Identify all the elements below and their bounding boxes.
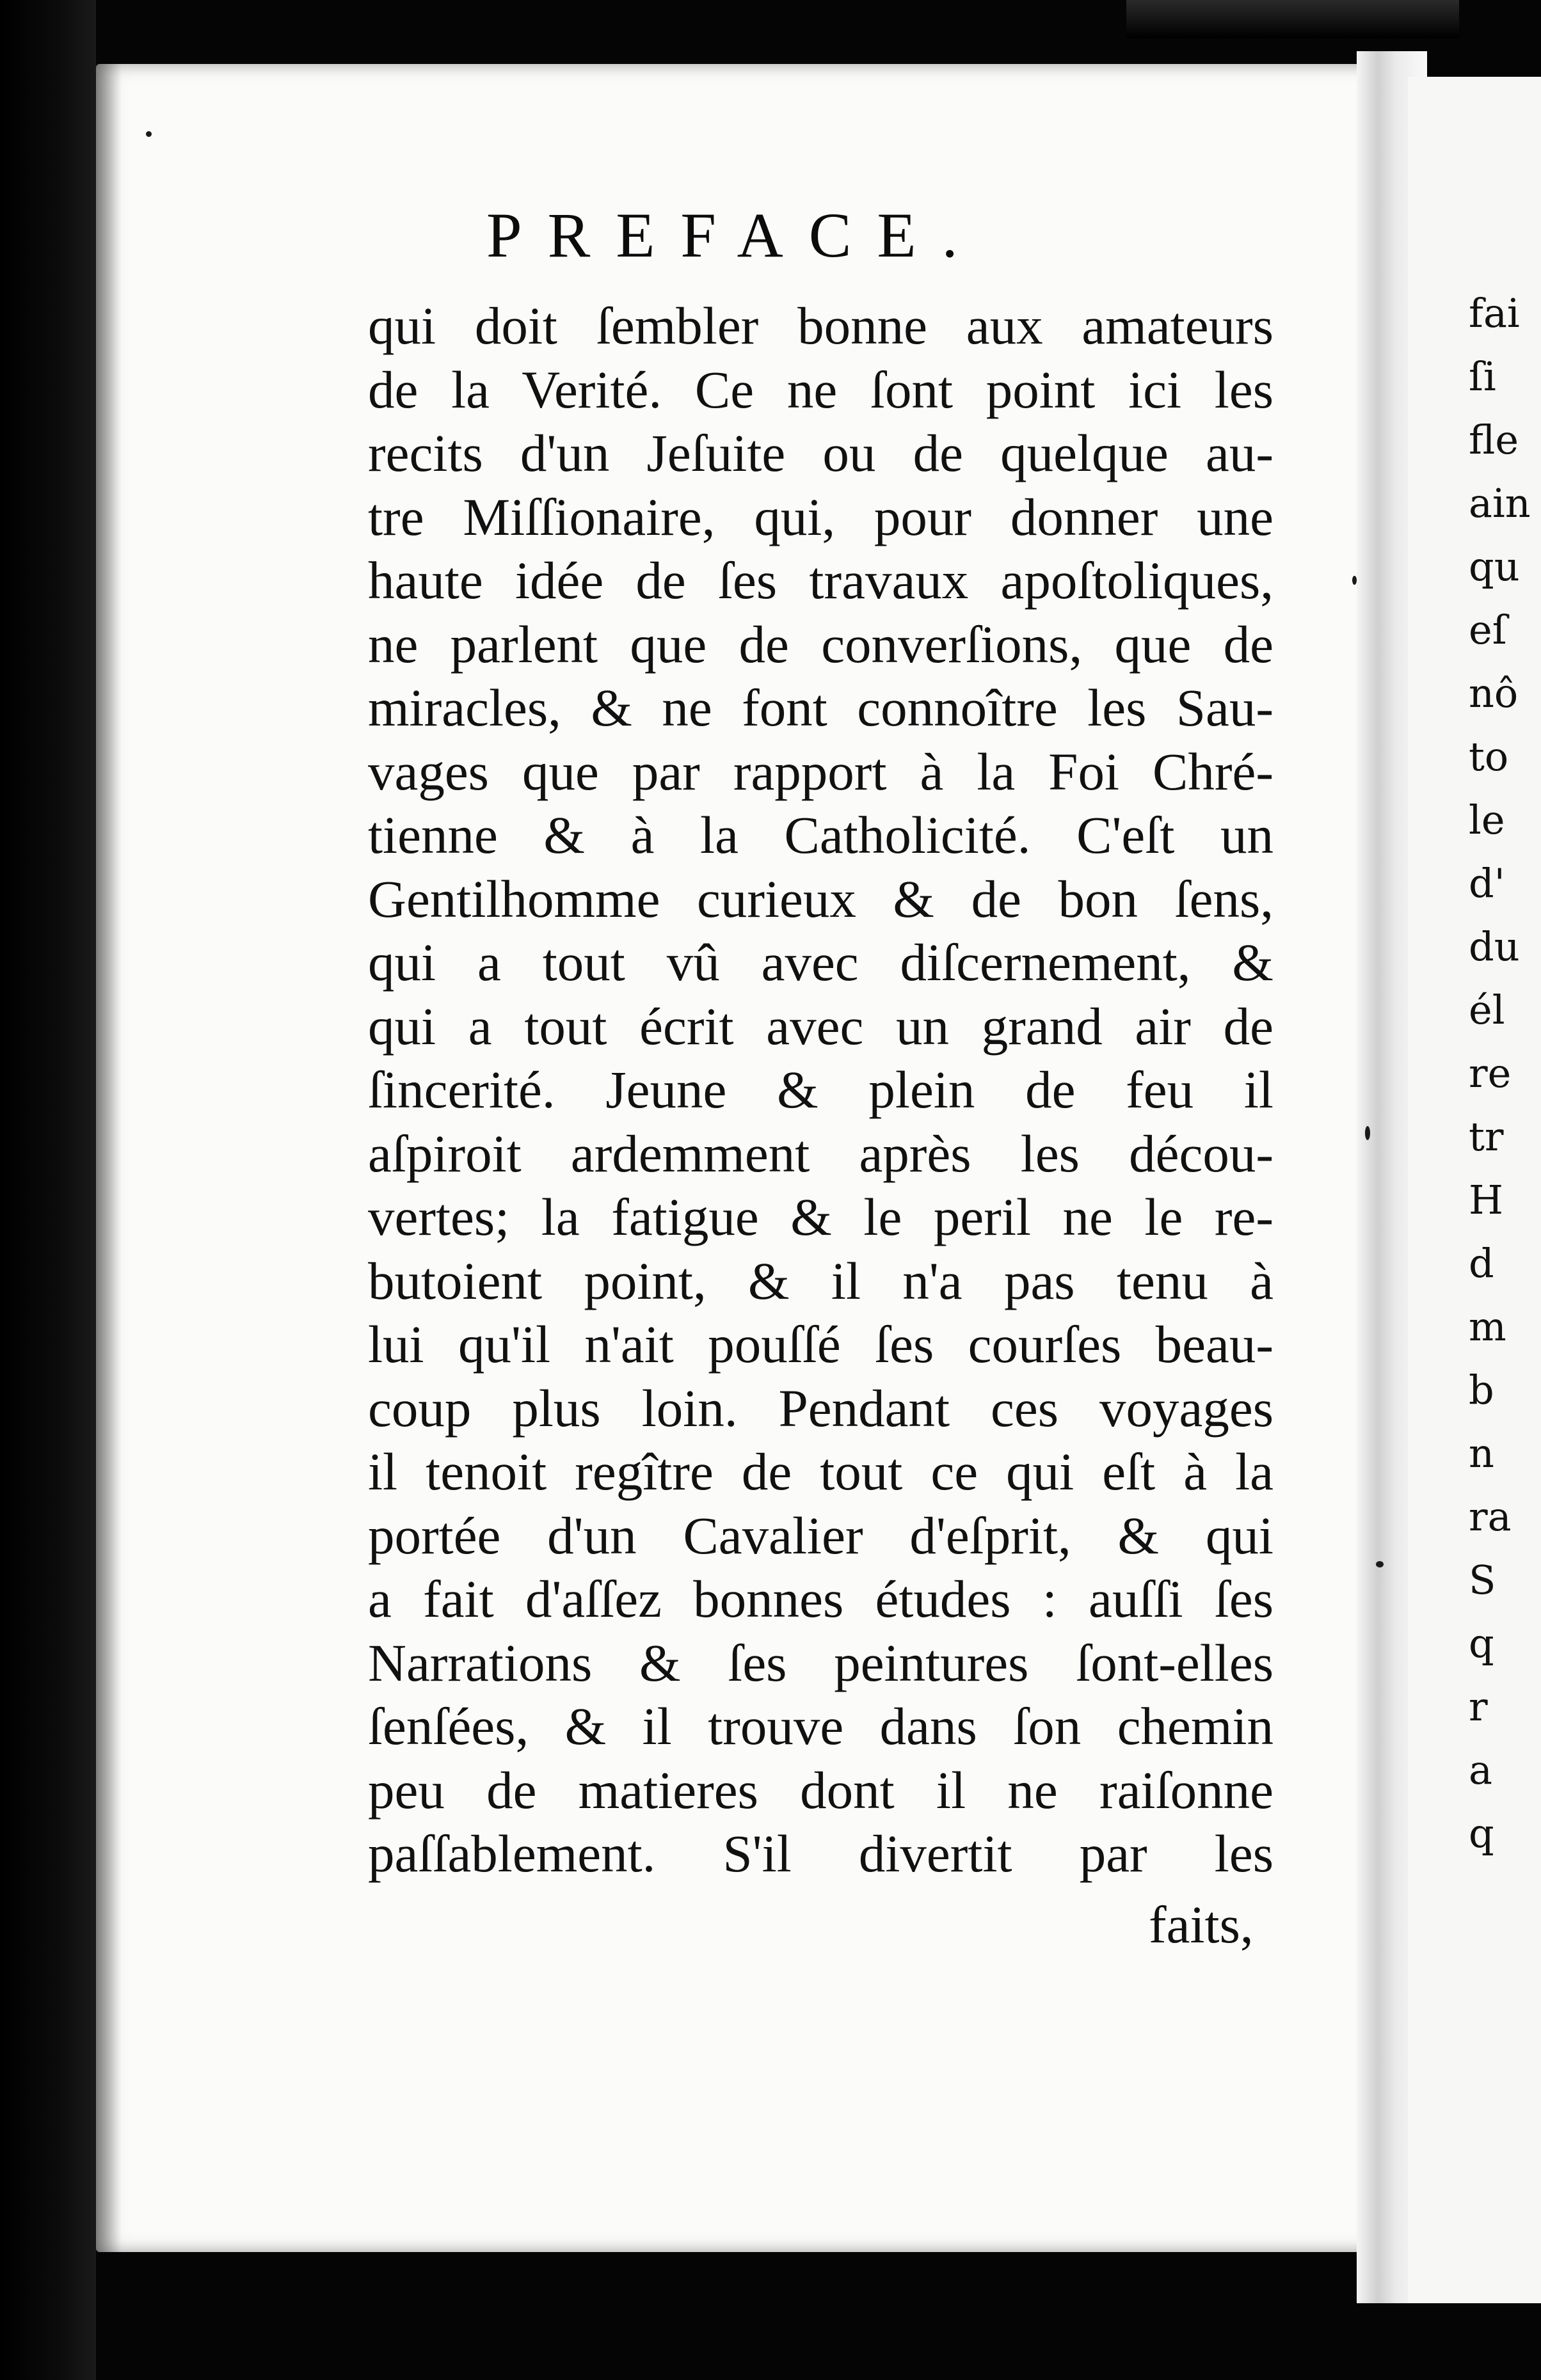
- facing-page-fragment: re: [1469, 1050, 1512, 1097]
- text-line: Narrations & ſes peintures ſont-elles: [368, 1633, 1274, 1692]
- left-binding-edge: [0, 0, 96, 2380]
- facing-page-text-fragments: [1469, 282, 1531, 1865]
- body-text: [368, 294, 1274, 1886]
- text-line: paſſablement. S'il divertit par les: [368, 1824, 1274, 1883]
- facing-page-fragment: r: [1469, 1683, 1488, 1730]
- catchword: faits,: [1149, 1895, 1254, 1954]
- text-line: peu de matieres dont il ne raiſonne: [368, 1760, 1274, 1820]
- running-head: PREFACE.: [486, 200, 984, 271]
- facing-page-fragment: n: [1469, 1430, 1494, 1477]
- facing-page-fragment: ſi: [1469, 353, 1496, 400]
- facing-page-fragment: S: [1469, 1557, 1496, 1603]
- ink-speck: [1365, 1126, 1370, 1140]
- facing-page-fragment: le: [1469, 797, 1505, 843]
- text-line: haute idée de ſes travaux apoſtoliques,: [368, 551, 1274, 610]
- facing-page-fragment: qu: [1469, 543, 1520, 590]
- facing-page-fragment: él: [1469, 987, 1505, 1033]
- text-line: ſenſées, & il trouve dans ſon chemin: [368, 1697, 1274, 1756]
- facing-page-fragment: d: [1469, 1240, 1494, 1287]
- text-line: coup plus loin. Pendant ces voyages: [368, 1378, 1274, 1438]
- facing-page-fragment: m: [1469, 1303, 1506, 1350]
- facing-page-fragment: b: [1469, 1367, 1494, 1413]
- text-line: qui a tout vû avec diſcernement, &: [368, 933, 1274, 992]
- text-line: miracles, & ne font connoître les Sau-: [368, 678, 1274, 737]
- text-line: ſincerité. Jeune & plein de feu il: [368, 1060, 1274, 1119]
- facing-page-fragment: H: [1469, 1177, 1504, 1223]
- text-line: il tenoit regître de tout ce qui eſt à la: [368, 1442, 1274, 1501]
- ink-speck: [1376, 1561, 1384, 1567]
- text-line: butoient point, & il n'a pas tenu à: [368, 1251, 1274, 1310]
- text-line: vertes; la fatigue & le peril ne le re-: [368, 1187, 1274, 1246]
- text-line: qui doit ſembler bonne aux amateurs: [368, 296, 1274, 355]
- text-line: tienne & à la Catholicité. C'eſt un: [368, 805, 1274, 864]
- facing-page-fragment: to: [1469, 733, 1509, 780]
- text-line: tre Miſſionaire, qui, pour donner une: [368, 487, 1274, 546]
- facing-page-fragment: eſ: [1469, 607, 1507, 653]
- text-line: de la Verité. Ce ne ſont point ici les: [368, 360, 1274, 419]
- facing-page-fragment: q: [1469, 1620, 1494, 1667]
- facing-page-fragment: ain: [1469, 480, 1531, 527]
- facing-page-fragment: du: [1469, 923, 1520, 970]
- text-line: vages que par rapport à la Foi Chré-: [368, 742, 1274, 801]
- facing-page-fragment: nô: [1469, 670, 1519, 717]
- text-line: aſpiroit ardemment après les décou-: [368, 1123, 1274, 1183]
- text-line: portée d'un Cavalier d'eſprit, & qui: [368, 1505, 1274, 1565]
- text-line: ne parlent que de converſions, que de: [368, 614, 1274, 674]
- facing-page-fragment: fai: [1469, 290, 1520, 337]
- facing-page-fragment: ra: [1469, 1493, 1512, 1540]
- page-fold-shadow: [96, 64, 122, 2252]
- top-clip-shadow: [1126, 0, 1459, 38]
- facing-page-fragment: q: [1469, 1810, 1494, 1857]
- text-line: Gentilhomme curieux & de bon ſens,: [368, 869, 1274, 928]
- text-line: qui a tout écrit avec un grand air de: [368, 996, 1274, 1056]
- facing-page-fragment: a: [1469, 1747, 1492, 1793]
- text-line: recits d'un Jeſuite ou de quelque au-: [368, 424, 1274, 482]
- ink-speck: [1352, 576, 1357, 585]
- text-line: a fait d'aſſez bonnes études : auſſi ſes: [368, 1569, 1274, 1628]
- facing-page-fragment: d': [1469, 860, 1505, 907]
- text-line: lui qu'il n'ait pouſſé ſes courſes beau-: [368, 1315, 1274, 1374]
- ink-speck: [146, 131, 152, 137]
- facing-page-fragment: fle: [1469, 416, 1519, 463]
- facing-page: [1408, 77, 1541, 2303]
- facing-page-fragment: tr: [1469, 1113, 1504, 1160]
